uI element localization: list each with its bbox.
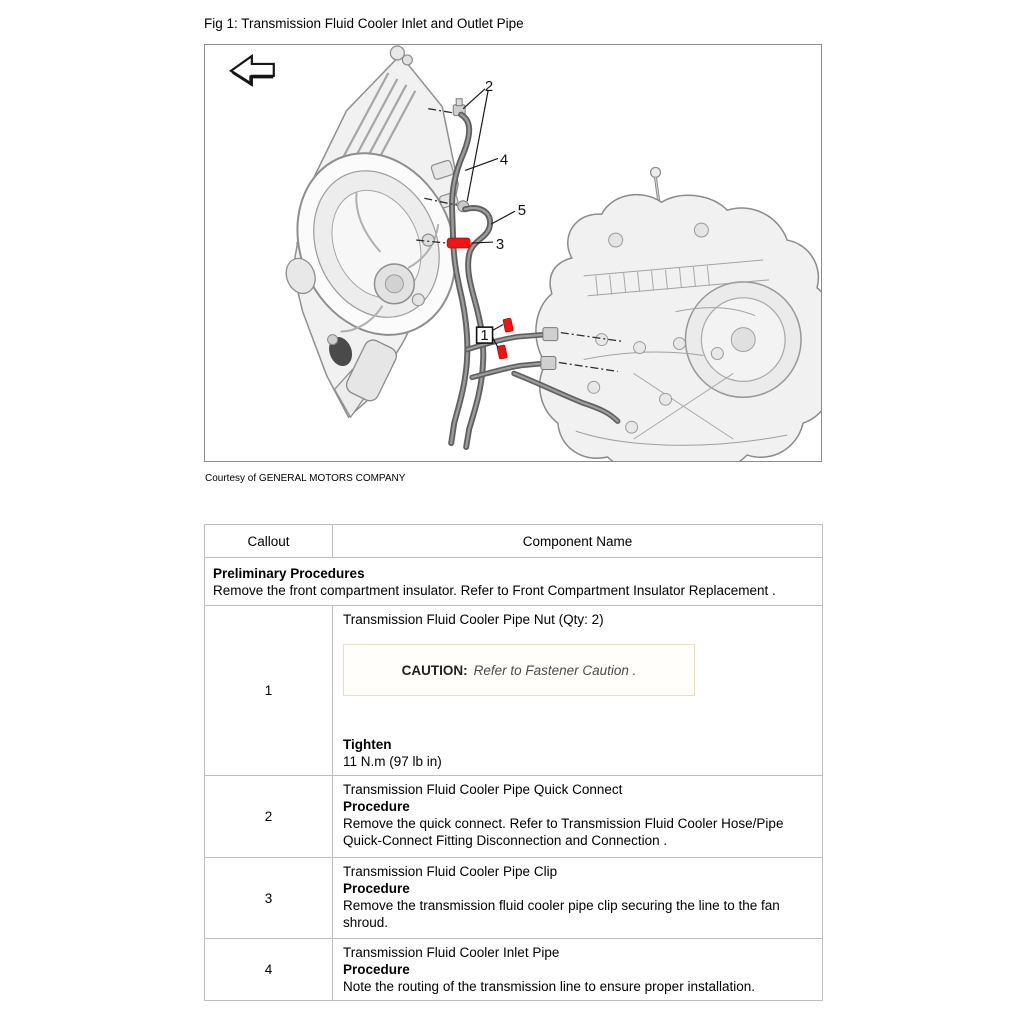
column-header-component: Component Name <box>333 525 823 558</box>
column-header-callout: Callout <box>205 525 333 558</box>
tighten-value: 11 N.m (97 lb in) <box>343 754 442 769</box>
callout-4-label: 4 <box>499 151 509 169</box>
caution-text: Refer to Fastener Caution . <box>473 662 637 678</box>
figure-frame <box>204 44 822 462</box>
red-nut-highlight-upper <box>503 318 513 332</box>
callout-table <box>204 524 823 1001</box>
table-row-callout-2 <box>205 776 823 858</box>
figure-title: Fig 1: Transmission Fluid Cooler Inlet and Outlet Pipe <box>204 16 524 31</box>
component-title: Transmission Fluid Cooler Pipe Quick Connect <box>343 782 623 797</box>
procedure-body: Note the routing of the transmission line to ensure proper installation. <box>343 979 755 994</box>
procedure-label: Procedure <box>343 881 410 896</box>
callout-number: 2 <box>205 776 333 858</box>
caution-label: CAUTION: <box>401 662 468 678</box>
preliminary-body: Remove the front compartment insulator. Refer to Front Compartment Insulator Replacement . <box>213 582 776 598</box>
table-row-callout-4 <box>205 939 823 1001</box>
callout-1-label: 1 <box>480 327 489 345</box>
preliminary-procedures-row <box>205 558 823 606</box>
preliminary-title: Preliminary Procedures <box>213 565 365 581</box>
transmission-illustration <box>536 167 821 461</box>
procedure-body: Remove the quick connect. Refer to Transmission Fluid Cooler Hose/Pipe Quick-Connect Fitting Disconnection and Connection . <box>343 816 784 848</box>
procedure-label: Procedure <box>343 962 410 977</box>
red-nut-highlight-lower <box>497 345 507 359</box>
left-arrow-icon <box>231 56 274 85</box>
component-title: Transmission Fluid Cooler Pipe Nut (Qty: 2) <box>343 612 604 627</box>
component-title: Transmission Fluid Cooler Pipe Clip <box>343 864 558 879</box>
courtesy-line: Courtesy of GENERAL MOTORS COMPANY <box>205 473 406 484</box>
callout-3-label: 3 <box>495 236 505 254</box>
caution-box <box>343 644 695 696</box>
figure-illustration <box>205 45 821 461</box>
callout-number: 4 <box>205 939 333 1001</box>
table-row-callout-3 <box>205 858 823 939</box>
table-header-row <box>205 525 823 558</box>
callout-5-label: 5 <box>517 202 527 220</box>
callout-number: 1 <box>205 606 333 776</box>
callout-number: 3 <box>205 858 333 939</box>
procedure-body: Remove the transmission fluid cooler pipe clip securing the line to the fan shroud. <box>343 898 780 930</box>
procedure-label: Procedure <box>343 799 410 814</box>
component-title: Transmission Fluid Cooler Inlet Pipe <box>343 945 560 960</box>
tighten-spec <box>343 736 812 770</box>
table-row-callout-1 <box>205 606 823 776</box>
tighten-label: Tighten <box>343 737 392 752</box>
callout-2-label: 2 <box>484 77 494 95</box>
red-clip-highlight <box>447 238 470 248</box>
